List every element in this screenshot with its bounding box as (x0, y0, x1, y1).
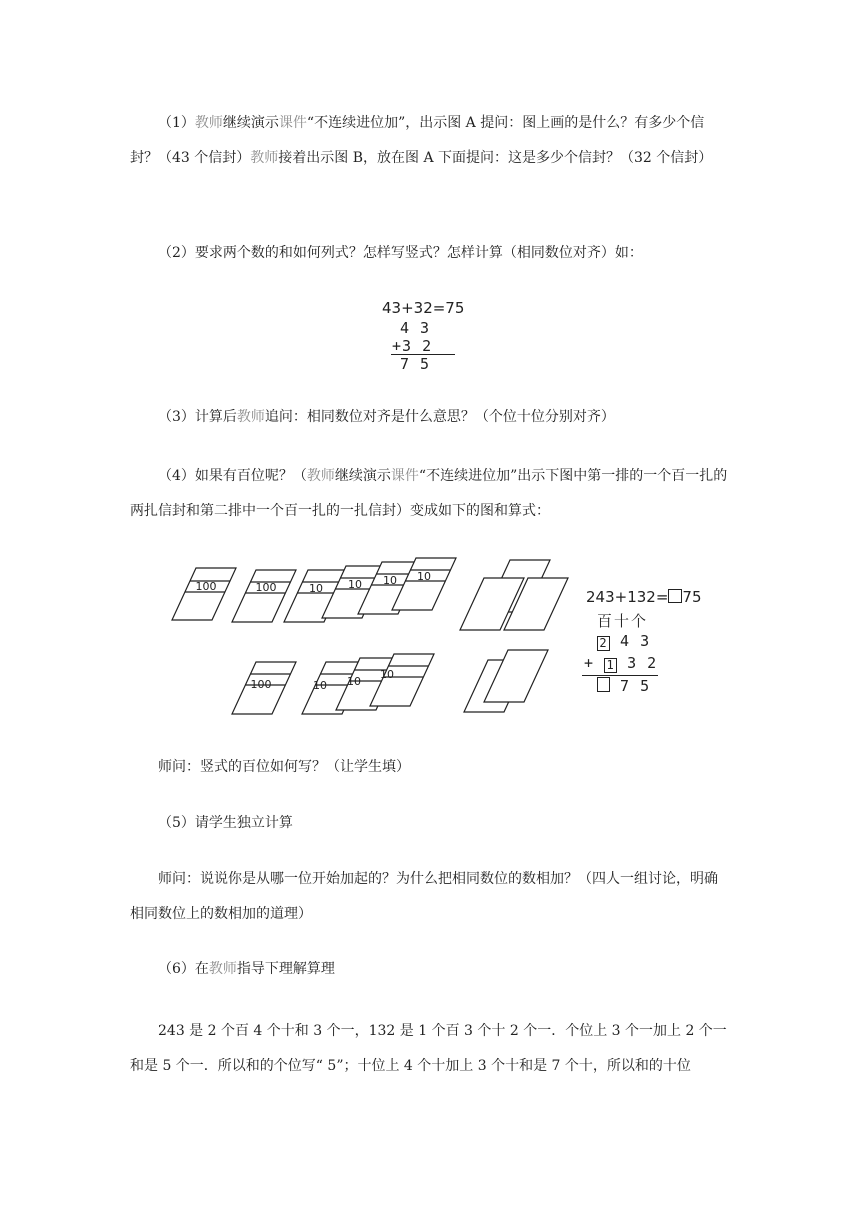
text: （6）在 (158, 961, 209, 977)
paragraph-6: （5）请学生独立计算 (158, 815, 293, 831)
bundle-100-envelope (232, 570, 296, 622)
vertical-row-1: 4 3 (400, 319, 431, 337)
text: 继续演示 (334, 468, 391, 484)
equation-43-32: 43+32=75 (382, 299, 465, 317)
place-value-header: 百十个 (597, 612, 649, 630)
text: 继续演示 (222, 115, 279, 131)
highlight-teacher: 教师 (250, 150, 279, 166)
equation-243-132 (586, 588, 702, 606)
label-100: 100 (255, 581, 277, 594)
fig-vertical-row-3 (597, 677, 650, 695)
blank-box (668, 589, 682, 603)
paragraph-9: 243 是 2 个百 4 个十和 3 个一，132 是 1 个百 3 个十 2 个一．个位上 3 个一加上 2 个一和是 5 个一．所以和的个位写“ 5”；十位上 4 个十加上 3 个十和是 7 个十，所以和的十位 (130, 1023, 727, 1074)
paragraph-2: （2）要求两个数的和如何列式？怎样写竖式？怎样计算（相同数位对齐）如： (158, 245, 643, 261)
highlight-teacher: 教师 (208, 961, 237, 977)
vertical-row-2: +3 2 (392, 337, 433, 355)
paragraph-4 (130, 459, 730, 529)
fig-vertical-row-2 (584, 654, 657, 673)
hundreds-box-2: 2 (597, 636, 610, 651)
bundle-100-envelope (232, 662, 296, 714)
row-digits: 4 3 (620, 632, 651, 650)
fig-vertical-underline (582, 675, 658, 676)
highlight-teacher: 教师 (194, 115, 223, 131)
text: （3）计算后 (158, 409, 237, 425)
text: （4）如果有百位呢？（ (158, 468, 307, 484)
label-10: 10 (417, 570, 431, 583)
bundle-100-envelope (172, 568, 236, 620)
label-10: 10 (347, 675, 361, 688)
equation-left: 243+132= (586, 588, 669, 606)
row-digits: 3 2 (627, 654, 658, 672)
paragraph-5: 师问：竖式的百位如何写？（让学生填） (158, 759, 410, 775)
text: 指导下理解算理 (236, 961, 335, 977)
label-10: 10 (309, 582, 323, 595)
text: 追问：相同数位对齐是什么意思？（个位十位分别对齐） (264, 409, 615, 425)
text: “不连续进位加”，出示图 A 提问：图上画的是什么？有多少个信封？（43 个信封） (130, 115, 705, 166)
highlight-courseware: 课件 (278, 115, 307, 131)
equation-right: 75 (682, 588, 702, 606)
highlight-teacher: 教师 (306, 468, 335, 484)
text: （1） (158, 115, 195, 131)
label-100: 100 (195, 580, 217, 593)
row-digits: 7 5 (620, 677, 651, 695)
label-10: 10 (313, 679, 327, 692)
text: “不连续进位加”出示下图中第一排的一个百一扎的两扎信封和第二排中一个百一扎的一扎信封）变成如下的图和算式： (130, 468, 728, 519)
label-100: 100 (250, 678, 272, 691)
paragraph-8 (130, 952, 730, 987)
highlight-teacher: 教师 (236, 409, 265, 425)
label-10: 10 (383, 574, 397, 587)
paragraph-1 (130, 106, 730, 176)
text: 接着出示图 B，放在图 A 下面提问：这是多少个信封？（32 个信封） (278, 150, 713, 166)
highlight-courseware: 课件 (390, 468, 419, 484)
paragraph-3 (130, 400, 730, 435)
plus-sign: + (584, 654, 595, 672)
fig-vertical-row-1 (597, 632, 650, 651)
paragraph-7: 师问：说说你是从哪一位开始加起的？为什么把相同数位的数相加？（四人一组讨论，明确相同数位上的数相加的道理） (130, 871, 718, 922)
label-10: 10 (380, 668, 394, 681)
hundreds-blank-box (597, 677, 610, 692)
hundreds-box-1: 1 (604, 658, 617, 673)
label-10: 10 (348, 578, 362, 591)
vertical-row-3: 7 5 (400, 355, 431, 373)
